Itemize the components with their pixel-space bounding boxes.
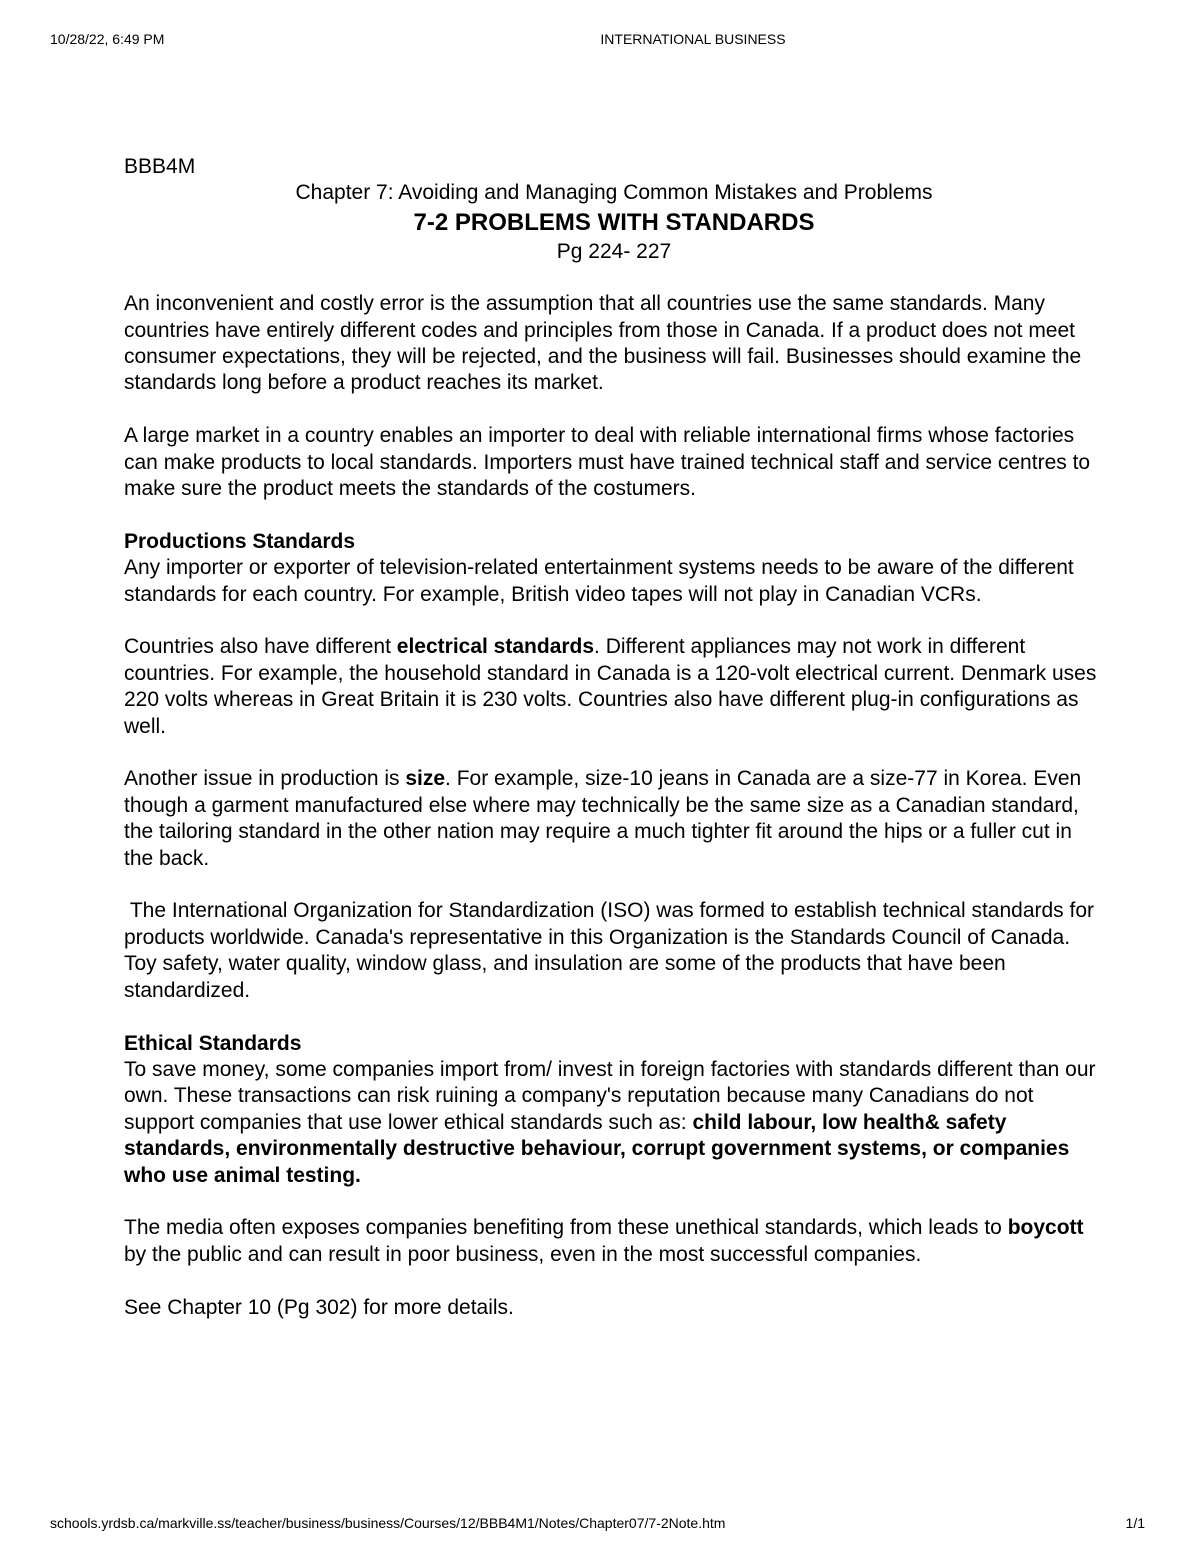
text-run: Another issue in production is xyxy=(124,767,406,791)
page-range: Pg 224- 227 xyxy=(556,239,672,263)
print-footer-url: schools.yrdsb.ca/markville.ss/teacher/business/business/Courses/12/BBB4M1/Notes/Chapter07/7-2Note.htm xyxy=(50,1515,726,1531)
ethical-standards-section xyxy=(124,1031,1104,1189)
bold-ethical-list: child labour, low health& safety standards, environmentally destructive behaviour, corrupt government systems, or companies who use animal testing. xyxy=(124,1110,1070,1187)
bold-term-size: size xyxy=(405,767,446,791)
print-header-title: INTERNATIONAL BUSINESS xyxy=(600,31,786,47)
text-run: The media often exposes companies benefiting from these unethical standards, which leads to xyxy=(124,1216,1008,1240)
text-run: by the public and can result in poor business, even in the most successful companies. xyxy=(124,1242,922,1266)
section-title: 7-2 PROBLEMS WITH STANDARDS xyxy=(413,208,815,236)
paragraph-intro: An inconvenient and costly error is the assumption that all countries use the same standards. Many countries have entirely different codes and principles from those in Canada. If a product does not meet consumer expectations, they will be rejected, and the business will fail. Businesses should examine the standards long before a product reaches its market. xyxy=(124,292,1082,395)
text-run: . For example, size-10 jeans in Canada are a size-77 in Korea. Even though a garment manufactured else where may technically be the same size as a Canadian standard, the tailoring standard in the other nation may require a much tighter fit around the hips or a fuller cut in the back. xyxy=(124,767,1082,870)
paragraph-iso: The International Organization for Standardization (ISO) was formed to establish technical standards for products worldwide. Canada's representative in this Organization is the Standards Council of Canada. Toy safety, water quality, window glass, and insulation are some of the products that have been standardized. xyxy=(124,899,1100,1002)
text-run: To save money, some companies import from/ invest in foreign factories with standards different than our own. These transactions can risk ruining a company's reputation because many Canadians do not support companies that use lower ethical standards such as: xyxy=(124,1057,1096,1134)
paragraph-media xyxy=(124,1215,1104,1268)
bold-term-boycott: boycott xyxy=(1007,1216,1084,1240)
paragraph-television: Any importer or exporter of television-related entertainment systems needs to be aware of the different standards for each country. For example, British video tapes will not play in Canadian VCRs. xyxy=(124,556,1074,606)
production-standards-heading: Productions Standards xyxy=(124,529,356,553)
bold-term-electrical: electrical standards xyxy=(396,635,595,659)
ethical-standards-heading: Ethical Standards xyxy=(124,1031,302,1055)
paragraph-market: A large market in a country enables an importer to deal with reliable international firms whose factories can make products to local standards. Importers must have trained technical staff and service centres to make sure the product meets the standards of the costumers. xyxy=(124,424,1091,501)
chapter-title: Chapter 7: Avoiding and Managing Common Mistakes and Problems xyxy=(295,181,933,205)
course-code: BBB4M xyxy=(124,155,196,178)
paragraph-size xyxy=(124,766,1104,872)
paragraph-electrical xyxy=(124,634,1104,740)
document-body xyxy=(124,154,1104,1347)
paragraph-see-chapter: See Chapter 10 (Pg 302) for more details. xyxy=(124,1295,514,1319)
text-run: Countries also have different xyxy=(124,635,397,659)
production-standards-section xyxy=(124,529,1104,608)
print-datetime: 10/28/22, 6:49 PM xyxy=(50,31,165,47)
print-page-number: 1/1 xyxy=(1125,1515,1145,1531)
text-run: . Different appliances may not work in different countries. For example, the household standard in Canada is a 120-volt electrical current. Denmark uses 220 volts whereas in Great Britain it is 230 volts. Countries also have different plug-in configurations as well. xyxy=(124,635,1097,738)
